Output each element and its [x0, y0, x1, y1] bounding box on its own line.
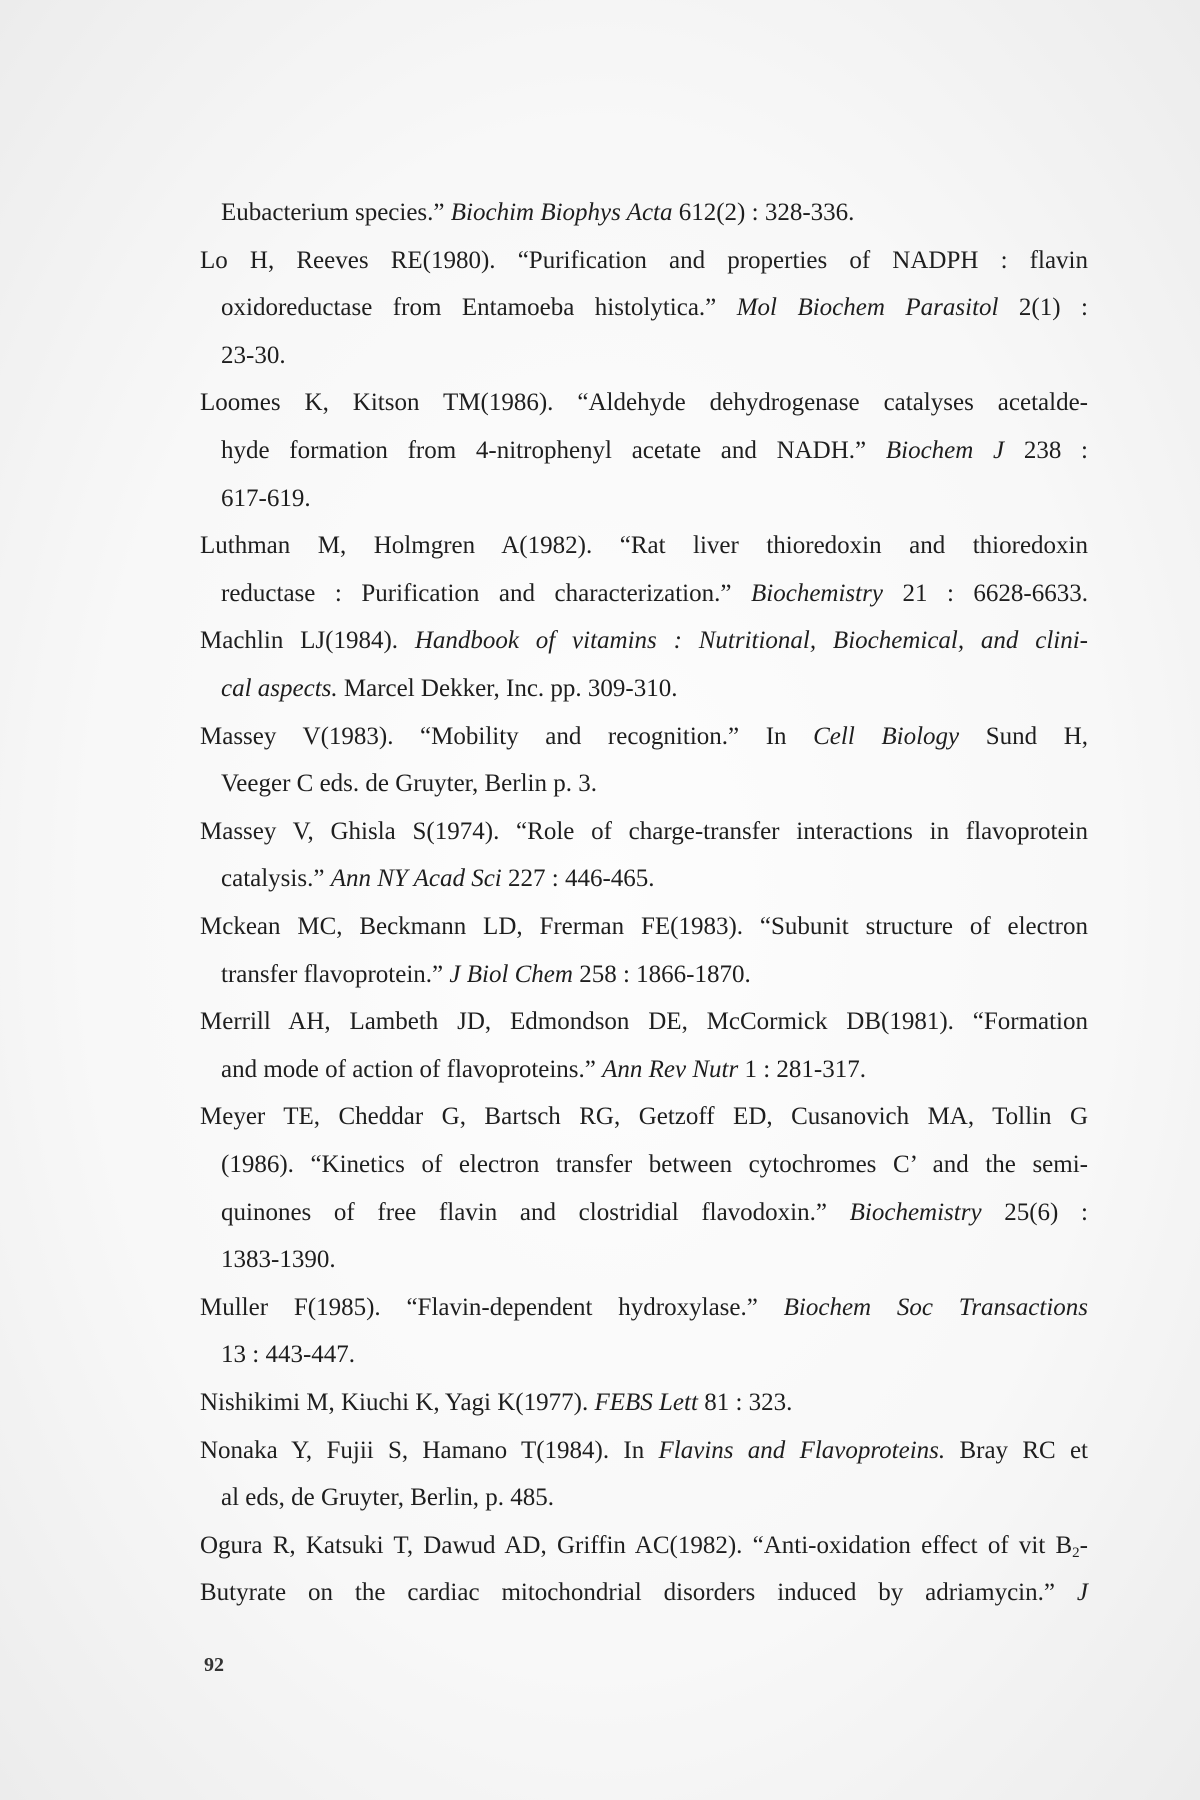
- reference-entry-start-line: [200, 1007, 1088, 1037]
- reference-text: Nonaka Y, Fujii S, Hamano T(1984). In: [200, 1436, 659, 1464]
- reference-text: 227 : 446-465.: [501, 865, 655, 893]
- reference-text: al eds, de Gruyter, Berlin, p. 485.: [221, 1484, 554, 1512]
- reference-text: Muller F(1985). “Flavin-dependent hydroxylase.”: [200, 1293, 784, 1321]
- reference-text: Mckean MC, Beckmann LD, Frerman FE(1983). “Subunit structure of electron: [200, 913, 1088, 940]
- reference-entry-start-line: [200, 388, 1088, 418]
- reference-continuation-line: [221, 1055, 1088, 1085]
- reference-text: Nishikimi M, Kiuchi K, Yagi K(1977).: [200, 1389, 595, 1416]
- reference-text: oxidoreductase from Entamoeba histolytica.”: [221, 294, 737, 322]
- reference-text: hyde formation from 4-nitrophenyl acetate and NADH.”: [221, 437, 886, 464]
- reference-text: and mode of action of flavoproteins.”: [221, 1055, 603, 1083]
- reference-text: Ogura R, Katsuki T, Dawud AD, Griffin AC(1982). “Anti-oxidation effect of vit B: [200, 1531, 1073, 1559]
- reference-text: (1986). “Kinetics of electron transfer between cytochromes C’ and the semi-: [221, 1151, 1088, 1178]
- italic-title-text: J: [1076, 1579, 1088, 1607]
- reference-continuation-line: [221, 484, 1088, 514]
- italic-title-text: cal aspects.: [221, 675, 338, 702]
- reference-text: Merrill AH, Lambeth JD, Edmondson DE, McCormick DB(1981). “Formation: [200, 1008, 1088, 1036]
- reference-text: Luthman M, Holmgren A(1982). “Rat liver thioredoxin and thioredoxin: [200, 532, 1088, 560]
- reference-continuation-line: [221, 864, 1088, 894]
- reference-text: 25(6) :: [981, 1198, 1088, 1226]
- reference-text: quinones of free flavin and clostridial flavodoxin.”: [221, 1198, 850, 1226]
- reference-entry-start-line: [200, 531, 1088, 561]
- reference-continuation-line: [221, 769, 1088, 799]
- reference-text: 21 : 6628-6633.: [882, 579, 1088, 607]
- reference-continuation-line: [221, 674, 1088, 704]
- reference-text: 23-30.: [221, 341, 286, 369]
- reference-text: Eubacterium species.”: [221, 199, 451, 226]
- italic-title-text: Ann NY Acad Sci: [330, 865, 502, 893]
- italic-title-text: Flavins and Flavoproteins.: [658, 1436, 946, 1464]
- reference-text: 1 : 281-317.: [738, 1055, 867, 1083]
- italic-title-text: Ann Rev Nutr: [602, 1055, 739, 1083]
- reference-text: 617-619.: [221, 484, 311, 512]
- reference-text: Lo H, Reeves RE(1980). “Purification and properties of NADPH : flavin: [200, 246, 1088, 274]
- italic-title-text: FEBS Lett: [594, 1389, 698, 1416]
- reference-text: 238 :: [1004, 437, 1089, 464]
- reference-continuation-line: [221, 1150, 1088, 1180]
- reference-entry-start-line: [200, 1293, 1088, 1323]
- reference-entry-start-line: [200, 1388, 1088, 1418]
- reference-entry-start-line: [200, 1578, 1088, 1608]
- page-number: 92: [204, 1654, 224, 1676]
- reference-continuation-line: [221, 579, 1088, 609]
- reference-entry-start-line: [200, 1531, 1088, 1561]
- reference-text: Marcel Dekker, Inc. pp. 309-310.: [337, 675, 678, 702]
- italic-title-text: Mol Biochem Parasitol: [736, 294, 999, 322]
- reference-text: Massey V, Ghisla S(1974). “Role of charge-transfer interactions in flavoprotein: [200, 817, 1088, 845]
- italic-title-text: Cell Biology: [813, 722, 960, 750]
- reference-entry-start-line: [200, 1436, 1088, 1466]
- reference-text: 81 : 323.: [697, 1389, 793, 1416]
- reference-entry-start-line: [200, 246, 1088, 276]
- reference-entry-start-line: [200, 912, 1088, 942]
- reference-entry-start-line: [200, 722, 1088, 752]
- reference-text: 258 : 1866-1870.: [572, 960, 751, 988]
- reference-text: 1383-1390.: [221, 1246, 336, 1274]
- reference-text: Massey V(1983). “Mobility and recognition.” In: [200, 722, 814, 750]
- reference-text: Loomes K, Kitson TM(1986). “Aldehyde dehydrogenase catalyses acetalde-: [200, 389, 1088, 417]
- reference-text: Machlin LJ(1984).: [200, 627, 415, 655]
- reference-continuation-line: [221, 1483, 1088, 1513]
- reference-text: Veeger C eds. de Gruyter, Berlin p. 3.: [221, 770, 597, 798]
- reference-entry-start-line: [200, 817, 1088, 847]
- reference-text: Bray RC et: [945, 1436, 1088, 1464]
- reference-continuation-line: [221, 1245, 1088, 1275]
- italic-title-text: J Biol Chem: [449, 960, 573, 988]
- reference-entry-start-line: [200, 626, 1088, 656]
- italic-title-text: Biochemistry: [751, 579, 883, 607]
- reference-text: 13 : 443-447.: [221, 1341, 356, 1369]
- italic-title-text: Handbook of vitamins : Nutritional, Biochemical, and clini-: [414, 627, 1089, 655]
- reference-continuation-line: [221, 293, 1088, 323]
- subscript-text: 2: [1072, 1544, 1080, 1561]
- reference-text: 2(1) :: [998, 294, 1088, 322]
- reference-text: Meyer TE, Cheddar G, Bartsch RG, Getzoff ED, Cusanovich MA, Tollin G: [200, 1103, 1088, 1131]
- reference-continuation-line: [221, 436, 1088, 466]
- reference-text: catalysis.”: [221, 865, 331, 893]
- reference-continuation-line: [221, 198, 1088, 228]
- italic-title-text: Biochem J: [885, 437, 1005, 464]
- reference-text: Sund H,: [959, 722, 1088, 750]
- reference-continuation-line: [221, 960, 1088, 990]
- reference-text: reductase : Purification and characterization.”: [221, 579, 751, 607]
- reference-text: Butyrate on the cardiac mitochondrial disorders induced by adriamycin.”: [200, 1579, 1077, 1607]
- reference-text: transfer flavoprotein.”: [221, 960, 450, 988]
- italic-title-text: Biochim Biophys Acta: [450, 199, 673, 226]
- reference-continuation-line: [221, 1340, 1088, 1370]
- italic-title-text: Biochemistry: [849, 1198, 982, 1226]
- reference-continuation-line: [221, 341, 1088, 371]
- reference-continuation-line: [221, 1198, 1088, 1228]
- italic-title-text: Biochem Soc Transactions: [783, 1293, 1088, 1321]
- reference-entry-start-line: [200, 1102, 1088, 1132]
- reference-text: 612(2) : 328-336.: [672, 199, 855, 226]
- reference-text: -: [1079, 1531, 1088, 1559]
